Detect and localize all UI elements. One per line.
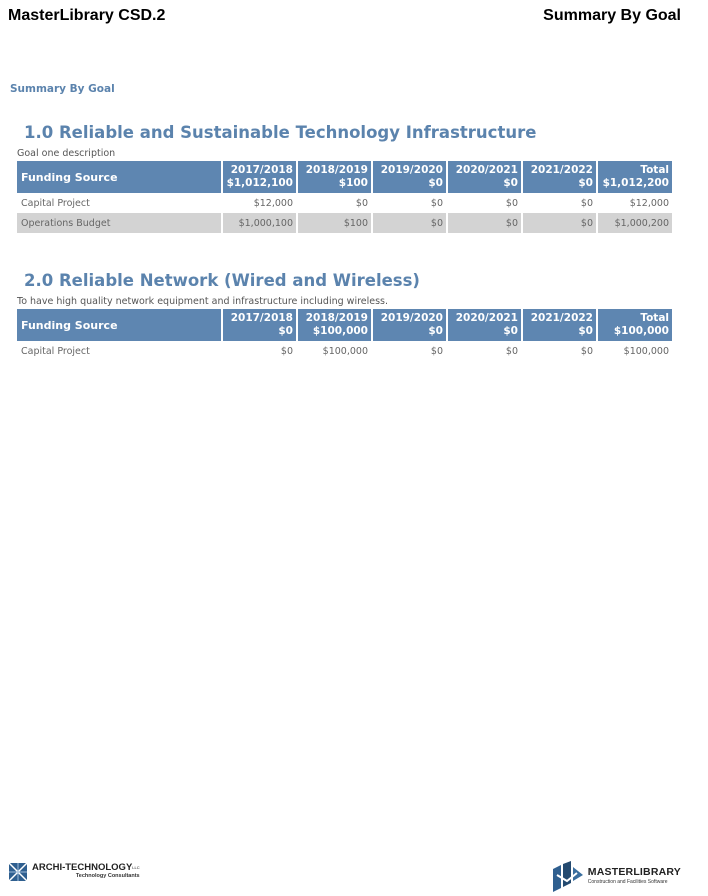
table-cell: Capital Project (17, 193, 222, 213)
goal-section-2 (17, 271, 672, 361)
funding-table (17, 309, 672, 361)
table-cell: $0 (522, 341, 597, 361)
table-cell: $100,000 (623, 345, 669, 357)
goal-description: To have high quality network equipment and infrastructure including wireless. (17, 296, 389, 307)
table-cell: $0 (447, 193, 522, 213)
table-cell: $12,000 (629, 197, 669, 209)
table-cell: $0 (522, 213, 597, 233)
masterlibrary-name: MASTERLIBRARY (587, 866, 681, 878)
table-cell: Operations Budget (17, 213, 222, 233)
column-header: 2017/2018 $0 (222, 309, 297, 341)
column-header: 2019/2020 $0 (372, 161, 447, 193)
table-cell: $0 (447, 341, 522, 361)
column-header: 2020/2021 $0 (447, 309, 522, 341)
table-cell: $100 (297, 213, 372, 233)
masterlibrary-logo (551, 861, 681, 893)
app-title: MasterLibrary CSD.2 (8, 7, 166, 24)
table-cell: $0 (297, 193, 372, 213)
table-row (17, 193, 672, 213)
table-cell: $0 (372, 213, 447, 233)
archi-technology-logo-icon (8, 862, 28, 882)
column-header: 2019/2020 $0 (372, 309, 447, 341)
table-cell: Capital Project (17, 341, 222, 361)
column-header: 2021/2022 $0 (522, 309, 597, 341)
column-header: 2018/2019 $100,000 (297, 309, 372, 341)
section-label: Summary By Goal (10, 83, 115, 95)
archi-technology-logo (8, 862, 140, 882)
goal-section-1 (17, 123, 672, 233)
table-cell: $100,000 (297, 341, 372, 361)
column-header-total: Total $100,000 (597, 309, 672, 341)
table-header-row (17, 161, 672, 193)
table-cell: $0 (372, 193, 447, 213)
table-cell: $12,000 (222, 193, 297, 213)
archi-technology-tagline: Technology Consultants (75, 873, 140, 879)
column-header: 2020/2021 $0 (447, 161, 522, 193)
table-cell: $1,000,100 (222, 213, 297, 233)
table-row (17, 341, 672, 361)
masterlibrary-tagline: Construction and Facilities Software (587, 879, 668, 885)
archi-technology-tm: LLC (132, 865, 140, 870)
table-cell: $0 (222, 341, 297, 361)
column-header-total: Total $1,012,200 (597, 161, 672, 193)
report-title: Summary By Goal (543, 7, 681, 24)
funding-table (17, 161, 672, 233)
column-header-funding-source: Funding Source (17, 161, 222, 193)
table-cell: $1,000,200 (597, 213, 672, 233)
table-row (17, 213, 672, 233)
archi-technology-name: ARCHI-TECHNOLOGY (32, 862, 133, 873)
masterlibrary-logo-icon (551, 861, 585, 893)
goal-title: 1.0 Reliable and Sustainable Technology Infrastructure (24, 123, 537, 142)
column-header: 2017/2018 $1,012,100 (222, 161, 297, 193)
column-header: 2021/2022 $0 (522, 161, 597, 193)
goal-description: Goal one description (17, 148, 116, 159)
table-cell: $0 (447, 213, 522, 233)
column-header-funding-source: Funding Source (17, 309, 222, 341)
column-header: 2018/2019 $100 (297, 161, 372, 193)
table-cell: $0 (522, 193, 597, 213)
goal-title: 2.0 Reliable Network (Wired and Wireless) (24, 271, 420, 290)
table-cell: $0 (372, 341, 447, 361)
table-header-row (17, 309, 672, 341)
